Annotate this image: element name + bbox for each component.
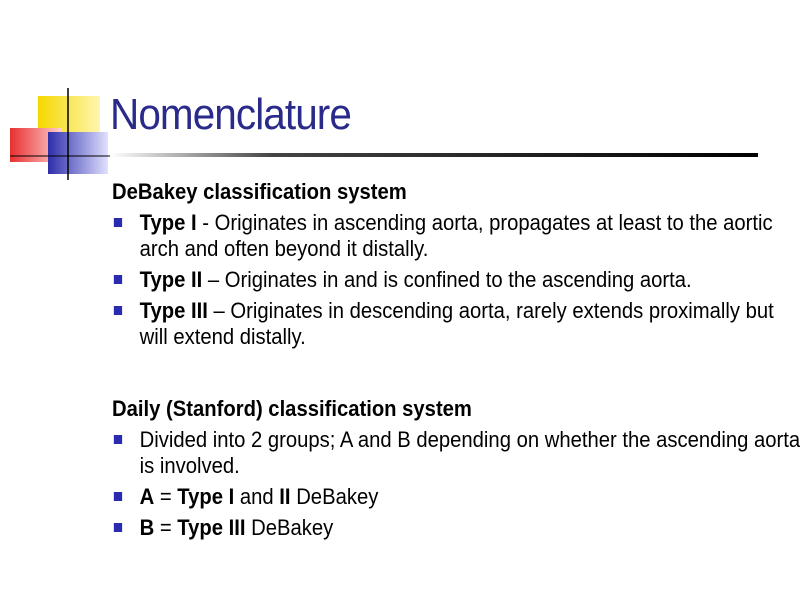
square-bullet-icon — [114, 275, 122, 284]
list-item: Type I - Originates in ascending aorta, propagates at least to the aortic arch and often beyond it distally. — [112, 210, 800, 262]
decorative-squares — [0, 0, 120, 190]
square-bullet-icon — [114, 218, 122, 227]
section-heading-debakey: DeBakey classification system — [112, 179, 407, 204]
square-bullet-icon — [114, 492, 122, 501]
list-item: B = Type III DeBakey — [112, 515, 800, 541]
title-underline — [110, 153, 758, 157]
stanford-list — [112, 427, 800, 541]
square-bullet-icon — [114, 523, 122, 532]
list-item: Type III – Originates in descending aorta, rarely extends proximally but will extend distally. — [112, 298, 800, 350]
slide-title: Nomenclature — [110, 90, 351, 139]
slide-body — [112, 178, 800, 546]
debakey-list — [112, 210, 782, 350]
list-item: Divided into 2 groups; A and B depending on whether the ascending aorta is involved. — [112, 427, 800, 479]
section-heading-stanford: Daily (Stanford) classification system — [112, 396, 472, 421]
list-item: A = Type I and II DeBakey — [112, 484, 800, 510]
square-bullet-icon — [114, 435, 122, 444]
list-item: Type II – Originates in and is confined to the ascending aorta. — [112, 267, 800, 293]
square-bullet-icon — [114, 306, 122, 315]
